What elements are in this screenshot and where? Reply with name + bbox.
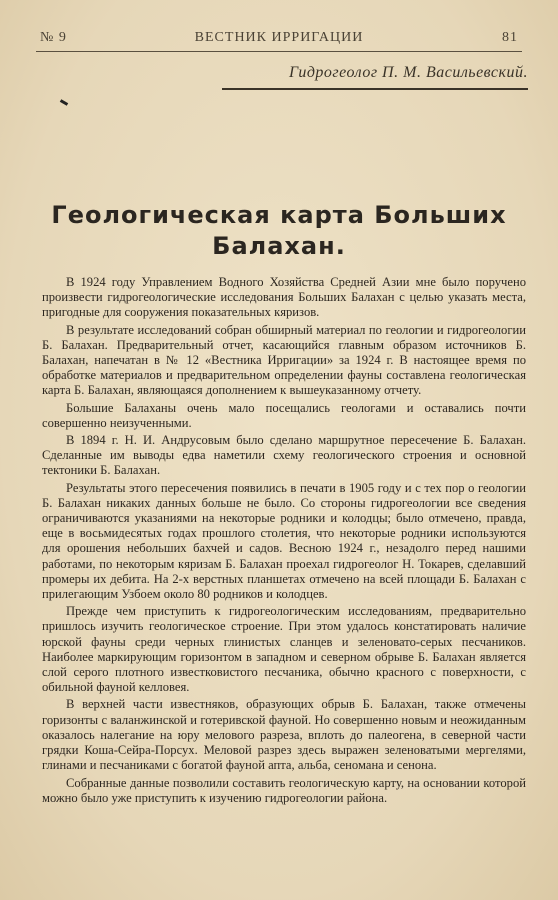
paragraph: В 1894 г. Н. И. Андрусовым было сделано маршрутное пересечение Б. Балахан. Сделанные им выводы едва наметили схему геологического строения и основной тектоники Б. Балахан. [42,433,526,478]
author-line: Гидрогеолог П. М. Васильевский. [289,64,528,81]
running-header [40,30,518,50]
ink-mark [60,99,68,106]
author-rule [222,88,528,90]
paragraph: В 1924 году Управлением Водного Хозяйства Средней Азии мне было поручено произвести гидрогеологические исследования Больших Балахан с целью указать места, пригодные для сооружения показательных кяризов. [42,275,526,320]
page-number: 81 [502,30,518,45]
article-body [42,275,526,808]
paragraph: Результаты этого пересечения появились в печати в 1905 году и с тех пор о геологии Б. Балахан никаких данных больше не было. Со стороны гидрогеологии все сведения ограничиваются указаниями на некоторые родники и колодцы; было отмечено, правда, еще в восьмидесятых годах прошлого столетия, что некоторые родники используются для орошения небольших бахчей и садов. Весною 1924 г., незадолго перед нашими работами, по некоторым кяризам Б. Балахан проехал гидрогеолог Н. Токарев, сделавший промеры их дебита. На 2-х верстных планшетах отмечено на всей площади Б. Балахан с прилегающим Узбоем около 80 родников и колодцев. [42,480,526,602]
journal-title: ВЕСТНИК ИРРИГАЦИИ [194,30,364,45]
paragraph: В верхней части известняков, образующих обрыв Б. Балахан, также отмечены горизонты с валанжинской и готеривской фауной. Но совершенно новым и неожиданным оказалось налегание на юру мелового разреза, вплоть до палеогена, в северной части грядки Коша-Сейра-Порсух. Меловой разрез здесь выражен зеленоватыми мергелями, глинами и песчаниками с богатой фауной апта, альба, сеноманa и сенона. [42,697,526,773]
article-title: Геологическая карта Больших Балахан. [51,201,507,260]
paragraph: В результате исследований собран обширный материал по геологии и гидрогеологии Б. Балахан. Предварительный отчет, касающийся главным образом источников Б. Балахан, напечатан в № 12 «Вестника Ирригации» за 1924 г. В настоящее время по обработке материалов и предварительном определении фауны составлена геологическая карта Б. Балахан, являющаяся дополнением к вышеуказанному отчету. [42,322,526,398]
issue-number: № 9 [40,30,67,45]
paragraph: Прежде чем приступить к гидрогеологическим исследованиям, предварительно пришлось изучить геологическое строение. При этом удалось констатировать наличие юрской фауны среди черных глинистых сланцев и зеленовато-серых песчаников. Наиболее маркирующим горизонтом в западном и северном обрыве Б. Балахан является слой серого плотного известковистого песчаника, обычно красного с поверхности, с обильной фауной келловея. [42,604,526,695]
paragraph: Собранные данные позволили составить геологическую карту, на основании которой можно было уже приступить к изучению гидрогеологии района. [42,775,526,805]
header-rule [36,51,522,52]
paragraph: Большие Балаханы очень мало посещались геологами и оставались почти совершенно неизученными. [42,400,526,430]
